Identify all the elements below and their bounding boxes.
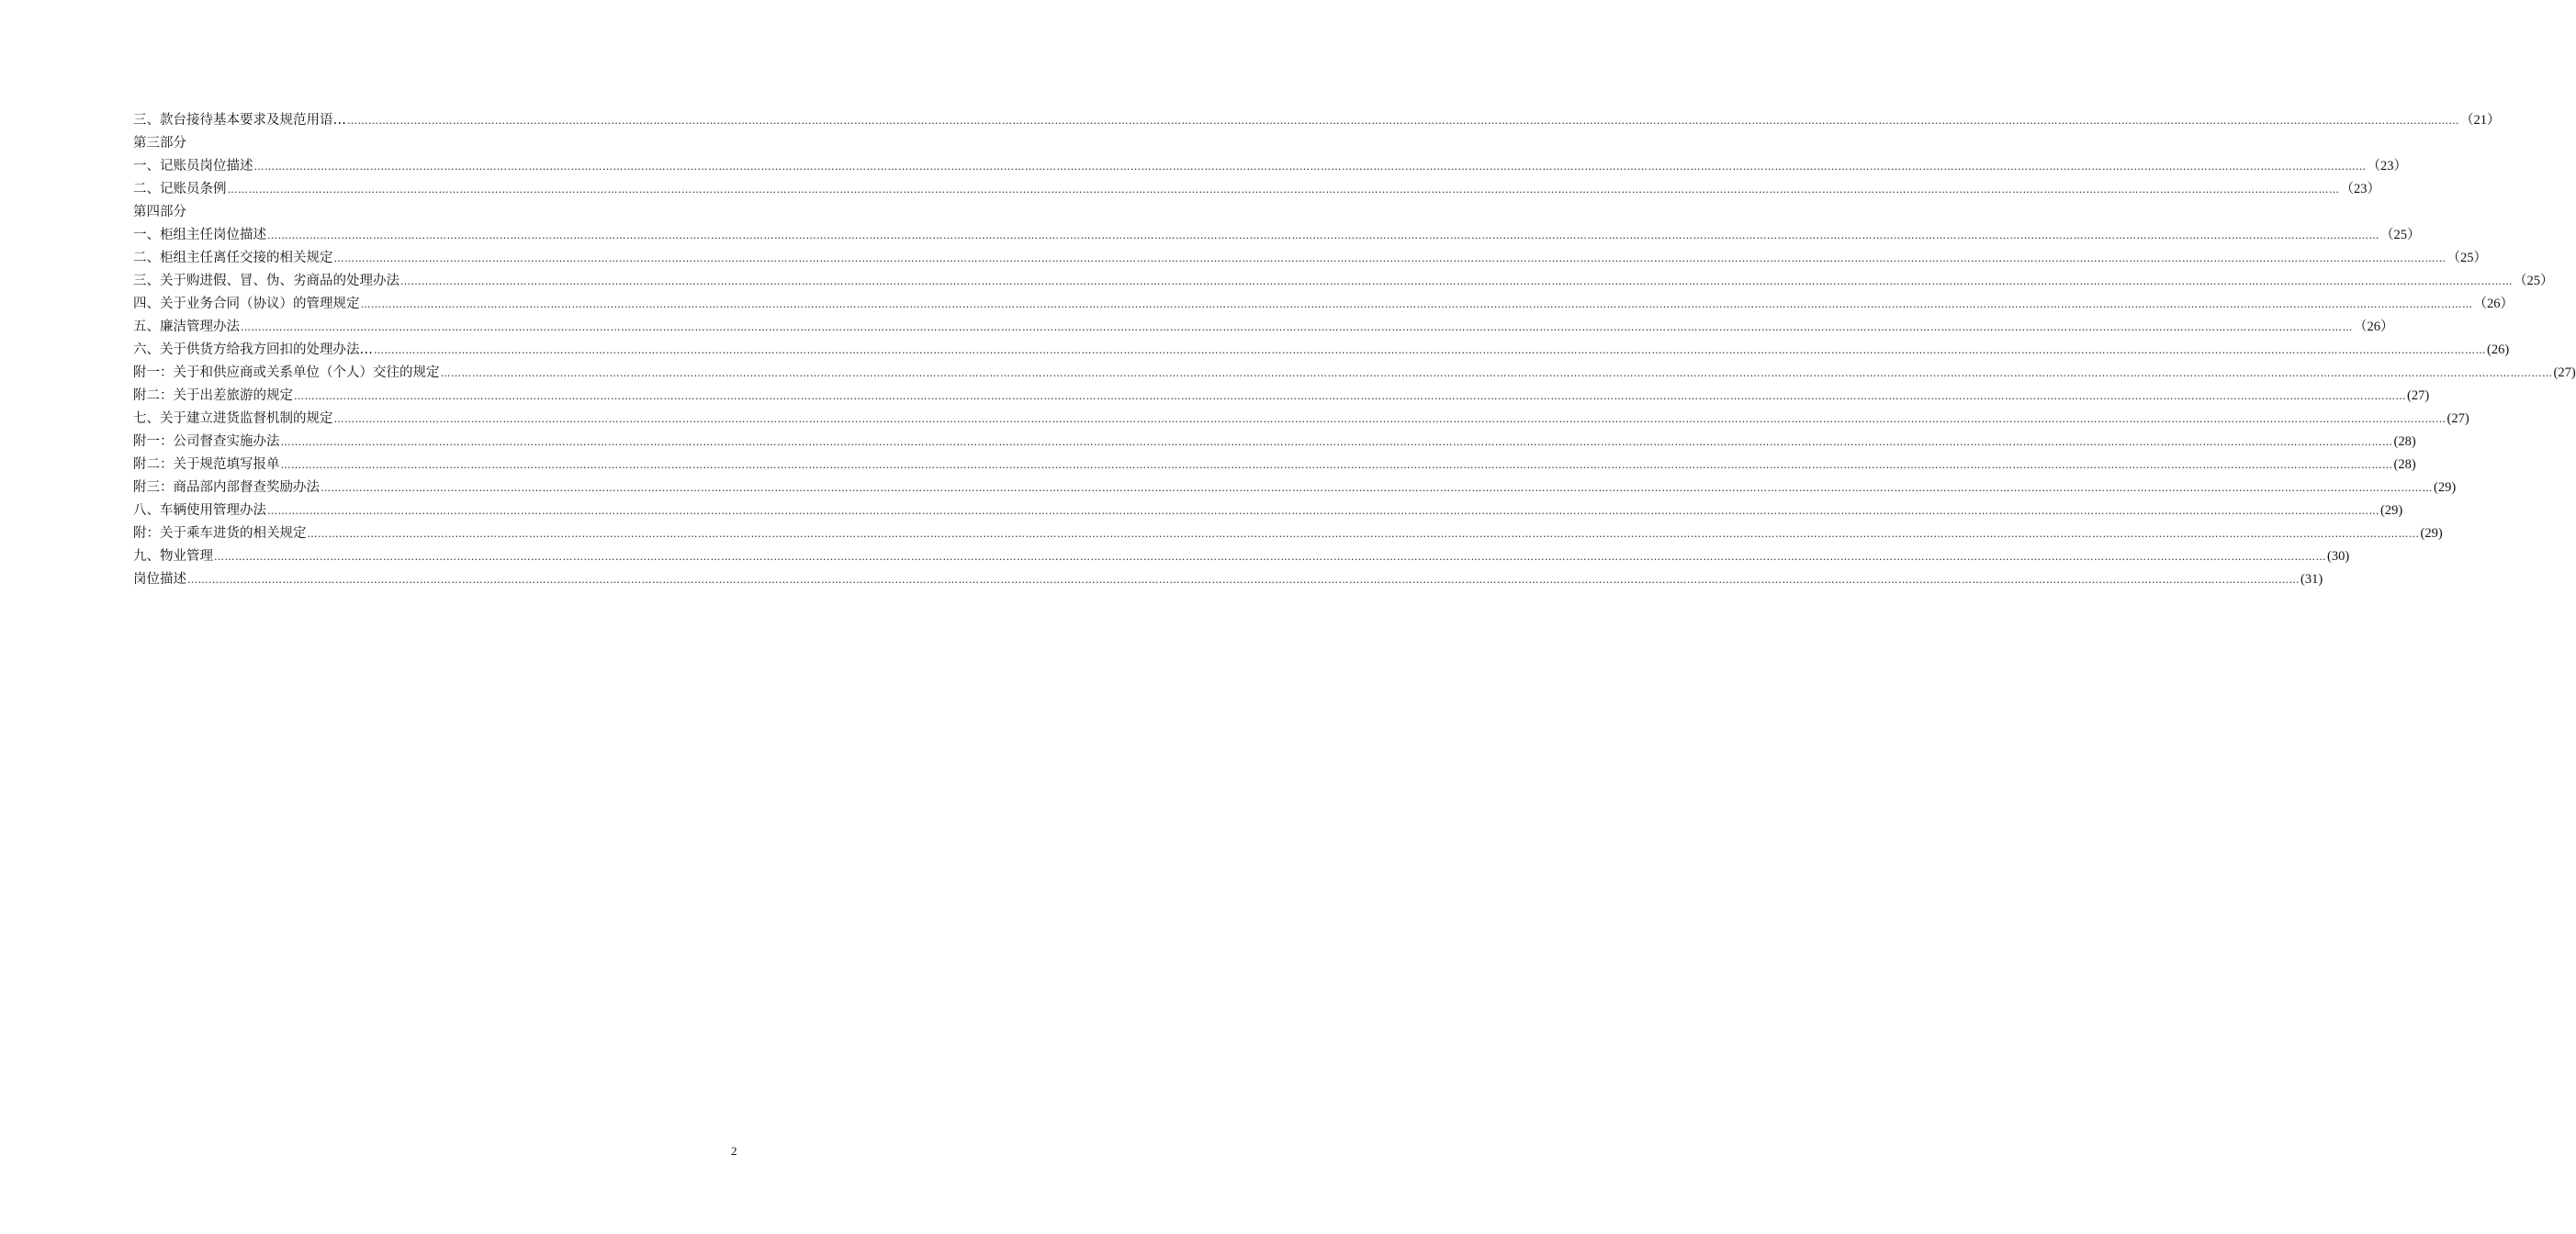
- toc-entry[interactable]: [133, 408, 2469, 431]
- toc-entry-page: (29): [2420, 526, 2443, 541]
- toc-dot-leader: ……………………………………………………………………………………………………………………………………………………………………………………………………………………………………………………………………………………………………………………………………………………………………………………………………………………………………………………………………………………………………………………………………………………: [267, 230, 2379, 241]
- toc-entry[interactable]: [133, 545, 2350, 568]
- toc-entry-page: （25）: [2514, 274, 2554, 288]
- toc-entry-title: 二、柜组主任离任交接的相关规定: [133, 251, 333, 265]
- toc-entry-title: 附二：关于规范填写报单: [133, 457, 280, 472]
- toc-entry[interactable]: [133, 178, 2380, 201]
- toc-entry-page: （25）: [2447, 251, 2487, 265]
- toc-dot-leader: ……………………………………………………………………………………………………………………………………………………………………………………………………………………………………………………………………………………………………………………………………………………………………………………………………………………………………………………………………………………………………………………………………………………: [280, 459, 2393, 471]
- toc-entry-title: 附三：商品部内部督查奖励办法: [133, 480, 320, 495]
- toc-entry-title: 附二：关于出差旅游的规定: [133, 388, 293, 403]
- toc-dot-leader: ……………………………………………………………………………………………………………………………………………………………………………………………………………………………………………………………………………………………………………………………………………………………………………………………………………………………………………………………………………………………………………………………………………………: [227, 184, 2340, 196]
- toc-entry-title: 五、廉洁管理办法: [133, 320, 240, 334]
- toc-entry-title: 六、关于供货方给我方回扣的处理办法…: [133, 342, 373, 357]
- toc-dot-leader: ……………………………………………………………………………………………………………………………………………………………………………………………………………………………………………………………………………………………………………………………………………………………………………………………………………………………………………………………………………………………………………………………………………………: [360, 298, 2473, 310]
- toc-entry-title: 八、车辆使用管理办法: [133, 503, 266, 518]
- toc-entry-title: 三、款台接待基本要求及规范用语…: [133, 113, 346, 128]
- toc-entry-page: (31): [2300, 572, 2323, 587]
- toc-dot-leader: ……………………………………………………………………………………………………………………………………………………………………………………………………………………………………………………………………………………………………………………………………………………………………………………………………………………………………………………………………………………………………………………………………………………: [374, 344, 2486, 356]
- page-number: 2: [731, 1144, 737, 1158]
- toc-entry-title: 三、关于购进假、冒、伪、劣商品的处理办法: [133, 274, 399, 288]
- toc-entry[interactable]: [133, 568, 2323, 591]
- toc-dot-leader: ……………………………………………………………………………………………………………………………………………………………………………………………………………………………………………………………………………………………………………………………………………………………………………………………………………………………………………………………………………………………………………………………………………………: [333, 252, 2447, 264]
- toc-entry-page: (27): [2553, 365, 2576, 380]
- toc-entry-title: 岗位描述: [133, 572, 186, 587]
- toc-entry-page: (27): [2447, 411, 2469, 426]
- toc-dot-leader: ……………………………………………………………………………………………………………………………………………………………………………………………………………………………………………………………………………………………………………………………………………………………………………………………………………………………………………………………………………………………………………………………………………………: [241, 321, 2353, 333]
- toc-entry[interactable]: [133, 385, 2430, 408]
- toc-dot-leader: ……………………………………………………………………………………………………………………………………………………………………………………………………………………………………………………………………………………………………………………………………………………………………………………………………………………………………………………………………………………………………………………………………………………: [440, 367, 2553, 379]
- toc-entry-page: (28): [2393, 434, 2416, 449]
- toc-section-heading: 第四部分: [133, 205, 186, 219]
- toc-entry[interactable]: [133, 270, 2554, 293]
- toc-entry-page: （23）: [2367, 159, 2407, 174]
- toc-dot-leader: ……………………………………………………………………………………………………………………………………………………………………………………………………………………………………………………………………………………………………………………………………………………………………………………………………………………………………………………………………………………………………………………………………………………: [307, 528, 2420, 540]
- toc-entry[interactable]: [133, 362, 2576, 385]
- toc-dot-leader: ……………………………………………………………………………………………………………………………………………………………………………………………………………………………………………………………………………………………………………………………………………………………………………………………………………………………………………………………………………………………………………………………………………………: [253, 161, 2367, 173]
- toc-entry-title: 一、记账员岗位描述: [133, 159, 253, 174]
- toc-entry[interactable]: [133, 155, 2407, 178]
- toc-entry-page: （26）: [2473, 297, 2514, 311]
- toc-dot-leader: ……………………………………………………………………………………………………………………………………………………………………………………………………………………………………………………………………………………………………………………………………………………………………………………………………………………………………………………………………………………………………………………………………………………: [333, 413, 2447, 425]
- toc-entry-page: (28): [2393, 457, 2416, 472]
- toc-entry[interactable]: [133, 454, 2416, 477]
- toc-entry-page: （21）: [2460, 113, 2501, 128]
- toc-entry-title: 七、关于建立进货监督机制的规定: [133, 411, 333, 426]
- table-of-contents: [133, 109, 2576, 591]
- toc-section-heading: 第三部分: [133, 136, 186, 151]
- toc-dot-leader: ……………………………………………………………………………………………………………………………………………………………………………………………………………………………………………………………………………………………………………………………………………………………………………………………………………………………………………………………………………………………………………………………………………………: [187, 574, 2300, 586]
- toc-dot-leader: ……………………………………………………………………………………………………………………………………………………………………………………………………………………………………………………………………………………………………………………………………………………………………………………………………………………………………………………………………………………………………………………………………………………: [294, 390, 2406, 402]
- toc-entry-title: 附一：关于和供应商或关系单位（个人）交往的规定: [133, 365, 440, 380]
- toc-entry-page: (26): [2487, 342, 2510, 357]
- toc-entry-title: 附：关于乘车进货的相关规定: [133, 526, 307, 541]
- toc-entry-page: （25）: [2380, 228, 2421, 242]
- toc-entry[interactable]: [133, 339, 2510, 362]
- toc-entry-title: 二、记账员条例: [133, 182, 227, 196]
- toc-entry-title: 九、物业管理: [133, 549, 213, 564]
- toc-dot-leader: ……………………………………………………………………………………………………………………………………………………………………………………………………………………………………………………………………………………………………………………………………………………………………………………………………………………………………………………………………………………………………………………………………………………: [267, 505, 2379, 517]
- toc-entry-page: (29): [2380, 503, 2403, 518]
- toc-entry-title: 附一：公司督查实施办法: [133, 434, 280, 449]
- toc-entry[interactable]: [133, 477, 2457, 499]
- toc-entry[interactable]: [133, 247, 2487, 270]
- toc-entry-title: 四、关于业务合同（协议）的管理规定: [133, 297, 360, 311]
- toc-dot-leader: ……………………………………………………………………………………………………………………………………………………………………………………………………………………………………………………………………………………………………………………………………………………………………………………………………………………………………………………………………………………………………………………………………………………: [214, 551, 2326, 563]
- toc-entry-page: (29): [2434, 480, 2457, 495]
- toc-entry[interactable]: [133, 522, 2443, 545]
- toc-entry[interactable]: [133, 293, 2514, 316]
- toc-dot-leader: ……………………………………………………………………………………………………………………………………………………………………………………………………………………………………………………………………………………………………………………………………………………………………………………………………………………………………………………………………………………………………………………………………………………: [400, 275, 2513, 287]
- toc-entry-page: (27): [2407, 388, 2430, 403]
- toc-entry-page: （23）: [2340, 182, 2380, 196]
- toc-dot-leader: ……………………………………………………………………………………………………………………………………………………………………………………………………………………………………………………………………………………………………………………………………………………………………………………………………………………………………………………………………………………………………………………………………………………: [280, 436, 2393, 448]
- toc-entry[interactable]: [133, 224, 2421, 247]
- toc-entry-title: 一、柜组主任岗位描述: [133, 228, 266, 242]
- toc-dot-leader: ……………………………………………………………………………………………………………………………………………………………………………………………………………………………………………………………………………………………………………………………………………………………………………………………………………………………………………………………………………………………………………………………………………………: [347, 115, 2459, 127]
- toc-entry-page: (30): [2327, 549, 2350, 564]
- toc-entry[interactable]: [133, 431, 2416, 454]
- toc-dot-leader: ……………………………………………………………………………………………………………………………………………………………………………………………………………………………………………………………………………………………………………………………………………………………………………………………………………………………………………………………………………………………………………………………………………………: [321, 482, 2433, 494]
- toc-entry[interactable]: [133, 109, 2501, 132]
- toc-entry[interactable]: [133, 316, 2394, 339]
- toc-entry[interactable]: [133, 499, 2403, 522]
- toc-entry-page: （26）: [2354, 320, 2394, 334]
